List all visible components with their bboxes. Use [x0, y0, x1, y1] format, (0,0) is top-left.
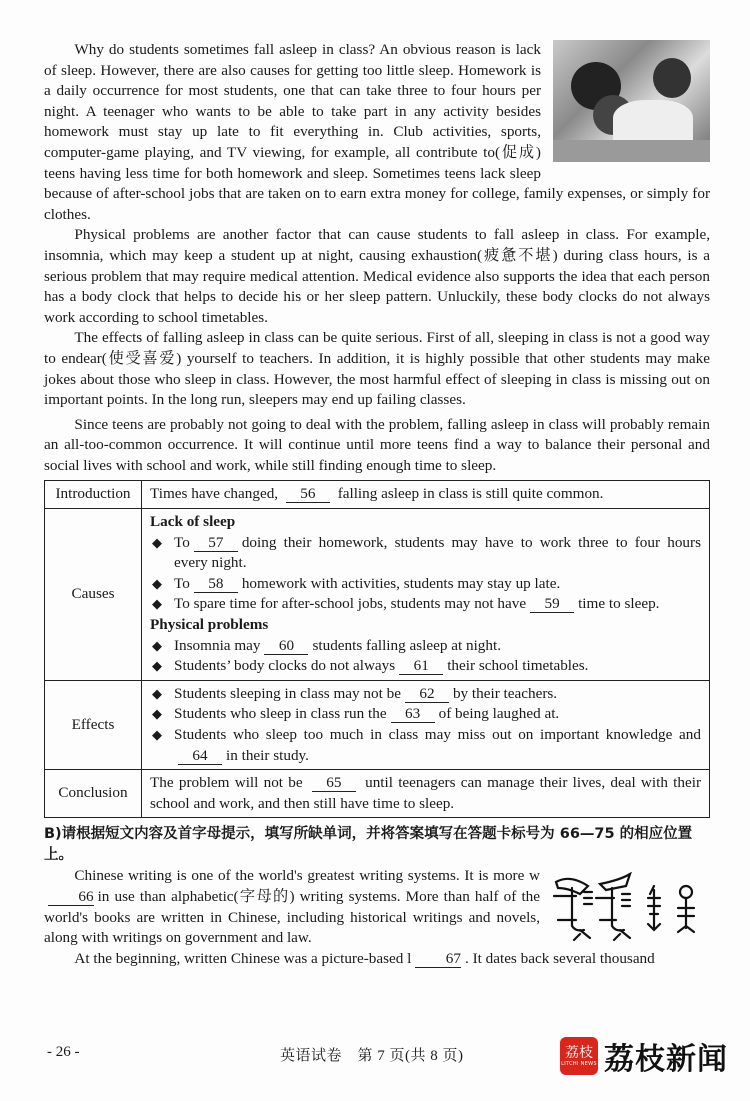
diamond-bullet-icon: ◆ [152, 534, 162, 550]
diamond-bullet-icon: ◆ [152, 596, 162, 612]
row-label: Effects [45, 680, 142, 769]
photo-desk [553, 140, 710, 162]
photo-figure [653, 58, 691, 98]
page-footer [0, 1040, 750, 1077]
row-content: The problem will not be 65 until teenagers can manage their lives, deal with their school and work, and then still have time to sleep. [142, 770, 710, 818]
passage-paragraph-2: Physical problems are another factor that can cause students to fall asleep in class. For example, insomnia, which may keep a student up at night, causing exhaustion(疲惫不堪) during class hours, is a serious problem that may require medical attention. Medical evidence also supports the idea that each person has a body clock that helps to decide his or her sleep pattern. Unluckily, these body clocks do not always work according to school timetables. [44, 226, 710, 326]
students-sleeping-photo [553, 40, 710, 162]
answer-blank-57[interactable]: 57 [194, 534, 238, 552]
table-row-introduction [45, 481, 710, 509]
answer-blank-56[interactable]: 56 [286, 485, 330, 503]
glyph-stroke [600, 874, 630, 890]
row-content [142, 509, 710, 681]
answer-blank-61[interactable]: 61 [399, 657, 443, 675]
passage-b-paragraph-2: At the beginning, written Chinese was a picture-based l 67 . It dates back several thousand [74, 949, 655, 967]
row-content [142, 680, 710, 769]
bullet-item: ◆ Students sleeping in class may not be 62 by their teachers. [150, 684, 701, 705]
passage-paragraph-1: Why do students sometimes fall asleep in class? An obvious reason is lack of sleep. However, there are also causes for getting too little sleep. Homework is a daily occurrence for most students, one that can take three to four hours per night. A teenager who wants to be able to take part in any activity besides homework must stay up late to fit everything in. Club activities, sports, computer-game playing, and TV viewing, for example, all contribute to(促成) teens having less time for both homework and sleep. Sometimes teens lack sleep because of after-school jobs that are taken on to earn extra money for college, family expenses, or simply for clothes. [44, 41, 710, 223]
row-label: Introduction [45, 481, 142, 509]
subheading: Lack of sleep [150, 513, 236, 531]
answer-blank-60[interactable]: 60 [264, 637, 308, 655]
diamond-bullet-icon: ◆ [152, 575, 162, 591]
photo-figure [613, 100, 693, 145]
bullet-item: ◆ To 58 homework with activities, students may stay up late. [150, 574, 701, 595]
answer-blank-62[interactable]: 62 [405, 685, 449, 703]
litchi-news-watermark [560, 1034, 728, 1078]
answer-blank-65[interactable]: 65 [312, 774, 356, 792]
oracle-bone-characters-illustration [550, 872, 710, 942]
row-label: Causes [45, 509, 142, 681]
page-number: - 26 - [47, 1044, 80, 1060]
glyph-stroke [678, 898, 694, 932]
glyph-stroke [554, 888, 592, 940]
row-content: Times have changed, 56 falling asleep in class is still quite common. [142, 481, 710, 509]
bullet-item: ◆ To 57 doing their homework, students may have to work three to four hours every night. [152, 533, 701, 572]
answer-blank-58[interactable]: 58 [194, 575, 238, 593]
answer-blank-59[interactable]: 59 [530, 595, 574, 613]
row-label: Conclusion [45, 770, 142, 818]
answer-blank-64[interactable]: 64 [178, 747, 222, 765]
bullet-item: ◆ Insomnia may 60 students falling asleep at night. [150, 636, 701, 657]
passage-paragraph-3: The effects of falling asleep in class can be quite serious. First of all, sleeping in class is not a good way to endear(使受喜爱) yourself to teachers. In addition, it is highly possible that other students may make jokes about those who sleep in class. However, the most harmful effect of sleeping in class is missing out on important points. In the long run, sleepers may end up failing classes. [44, 329, 710, 409]
outline-table [44, 480, 710, 818]
table-row-effects [45, 680, 710, 769]
diamond-bullet-icon: ◆ [152, 637, 162, 653]
page-title: 英语试卷 第 7 页(共 8 页) [280, 1048, 464, 1064]
litchi-logo-icon: 荔枝 LITCHI NEWS [560, 1037, 598, 1075]
bullet-item: ◆ To spare time for after-school jobs, students may not have 59 time to sleep. [150, 594, 701, 615]
table-row-causes [45, 509, 710, 681]
glyph-stroke [680, 886, 692, 898]
bullet-item: ◆ Students who sleep too much in class may miss out on important knowledge and64 in their study. [152, 726, 701, 764]
answer-blank-66[interactable]: 66 [48, 888, 94, 906]
diamond-bullet-icon: ◆ [152, 658, 162, 674]
passage-paragraph-4: Since teens are probably not going to deal with the problem, falling asleep in class will probably remain an all-too-common occurrence. It will continue until more teens find a way to balance their personal and social lives with school and work, while still finding enough time to sleep. [44, 415, 710, 474]
subheading: Physical problems [150, 616, 269, 634]
exam-page [44, 40, 710, 969]
answer-blank-67[interactable]: 67 [415, 950, 461, 968]
diamond-bullet-icon: ◆ [152, 706, 162, 722]
glyph-stroke [648, 886, 660, 930]
table-row-conclusion [45, 770, 710, 818]
brand-name: 荔枝新闻 [604, 1042, 728, 1077]
bullet-item: ◆ Students who sleep in class run the 63 of being laughed at. [150, 704, 701, 725]
glyph-stroke [596, 888, 630, 940]
diamond-bullet-icon: ◆ [152, 727, 162, 742]
answer-blank-63[interactable]: 63 [391, 705, 435, 723]
bullet-item: ◆ Students’ body clocks do not always 61 their school timetables. [150, 656, 701, 677]
diamond-bullet-icon: ◆ [152, 685, 162, 701]
section-b-instruction: B)请根据短文内容及首字母提示，填写所缺单词，并将答案填写在答题卡标号为 66—75 的相应位置上。 [44, 826, 693, 864]
passage-b-paragraph-1: Chinese writing is one of the world's greatest writing systems. It is more w66 in use than alphabetic(字母的) writing systems. More than half of the world's books are written in Chinese, including historical writings and novels, along with writings on government and law. [44, 867, 540, 947]
